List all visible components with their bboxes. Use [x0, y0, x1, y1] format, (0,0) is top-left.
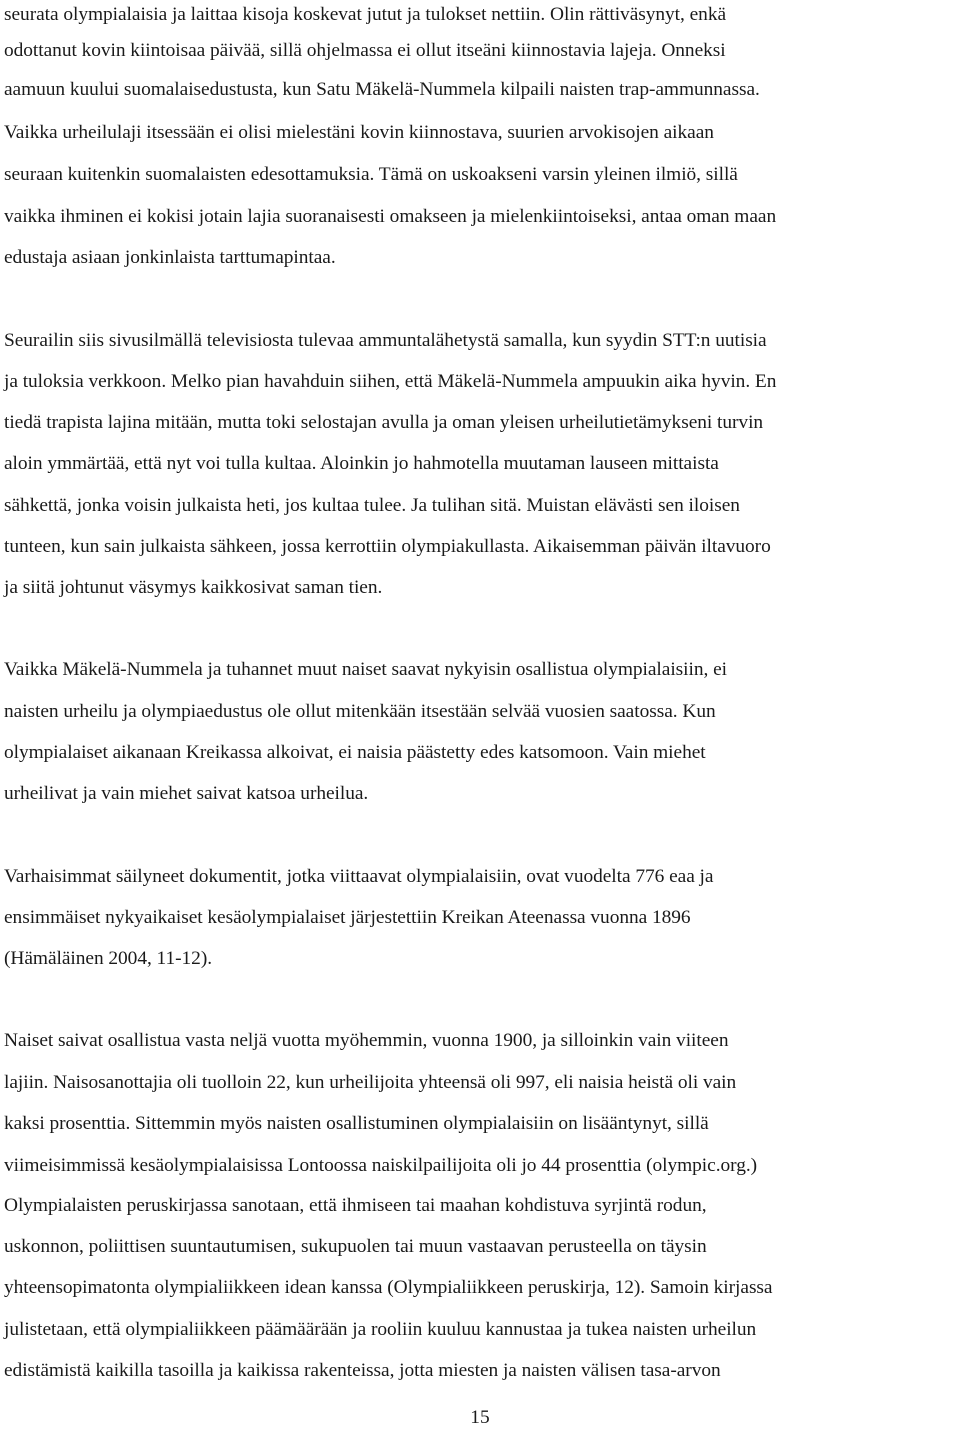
text-line: yhteensopimatonta olympialiikkeen idean kanssa (Olympialiikkeen peruskirja, 12). Samoin kirjassa: [4, 1277, 773, 1298]
text-line: tunteen, kun sain julkaista sähkeen, jossa kerrottiin olympiakullasta. Aikaisemman päivän iltavuoro: [4, 536, 771, 557]
text-line: lajiin. Naisosanottajia oli tuolloin 22, kun urheilijoita yhteensä oli 997, eli naisia heistä oli vain: [4, 1072, 737, 1093]
text-line: tiedä trapista lajina mitään, mutta toki selostajan avulla ja oman yleisen urheilutietämykseni turvin: [4, 412, 764, 433]
text-line: sähkettä, jonka voisin julkaista heti, jos kultaa tulee. Ja tulihan sitä. Muistan elävästi sen iloisen: [4, 495, 740, 516]
text-line: Varhaisimmat säilyneet dokumentit, jotka viittaavat olympialaisiin, ovat vuodelta 776 eaa ja: [4, 866, 714, 887]
text-line: ensimmäiset nykyaikaiset kesäolympialaiset järjestettiin Kreikan Ateenassa vuonna 1896: [4, 907, 691, 928]
text-line: olympialaiset aikanaan Kreikassa alkoivat, ei naisia päästetty edes katsomoon. Vain miehet: [4, 742, 706, 763]
page-number: 15: [470, 1407, 490, 1428]
text-line: seurata olympialaisia ja laittaa kisoja koskevat jutut ja tulokset nettiin. Olin rättiväsynyt, enkä: [4, 4, 727, 25]
text-line: aloin ymmärtää, että nyt voi tulla kultaa. Aloinkin jo hahmotella muutaman lauseen mittaista: [4, 453, 719, 474]
text-line: ja siitä johtunut väsymys kaikkosivat saman tien.: [4, 577, 383, 598]
text-line: kaksi prosenttia. Sittemmin myös naisten osallistuminen olympialaisiin on lisääntynyt, sillä: [4, 1113, 709, 1134]
text-line: ja tuloksia verkkoon. Melko pian havahduin siihen, että Mäkelä-Nummela ampuukin aika hyvin. En: [4, 371, 777, 392]
text-line: Vaikka urheilulaji itsessään ei olisi mielestäni kovin kiinnostava, suurien arvokisojen aikaan: [4, 122, 714, 143]
text-line: vaikka ihminen ei kokisi jotain lajia suoranaisesti omakseen ja mielenkiintoiseksi, antaa oman maan: [4, 206, 777, 227]
text-line: naisten urheilu ja olympiaedustus ole ollut mitenkään itsestään selvää vuosien saatossa. Kun: [4, 701, 716, 722]
text-line: uskonnon, poliittisen suuntautumisen, sukupuolen tai muun vastaavan perusteella on täysin: [4, 1236, 707, 1257]
text-line: edistämistä kaikilla tasoilla ja kaikissa rakenteissa, jotta miesten ja naisten välisen tasa-arvon: [4, 1360, 721, 1381]
text-line: aamuun kuului suomalaisedustusta, kun Satu Mäkelä-Nummela kilpaili naisten trap-ammunnassa.: [4, 79, 760, 100]
text-line: (Hämäläinen 2004, 11-12).: [4, 948, 213, 969]
text-line: odottanut kovin kiintoisaa päivää, sillä ohjelmassa ei ollut itseäni kiinnostavia lajeja. Onneksi: [4, 40, 726, 61]
text-line: urheilivat ja vain miehet saivat katsoa urheilua.: [4, 783, 369, 804]
text-line: Naiset saivat osallistua vasta neljä vuotta myöhemmin, vuonna 1900, ja silloinkin vain viiteen: [4, 1030, 729, 1051]
text-line: seuraan kuitenkin suomalaisten edesottamuksia. Tämä on uskoakseni varsin yleinen ilmiö, sillä: [4, 164, 738, 185]
text-line: edustaja asiaan jonkinlaista tarttumapintaa.: [4, 247, 336, 268]
text-line: Olympialaisten peruskirjassa sanotaan, että ihmiseen tai maahan kohdistuva syrjintä rodun,: [4, 1195, 707, 1216]
text-line: viimeisimmissä kesäolympialaisissa Lontoossa naiskilpailijoita oli jo 44 prosenttia (olympic.org.): [4, 1155, 758, 1176]
text-line: Vaikka Mäkelä-Nummela ja tuhannet muut naiset saavat nykyisin osallistua olympialaisiin, ei: [4, 659, 727, 680]
text-line: Seurailin siis sivusilmällä televisiosta tulevaa ammuntalähetystä samalla, kun syydin STT:n uutisia: [4, 330, 767, 351]
text-line: julistetaan, että olympialiikkeen päämäärään ja rooliin kuuluu kannustaa ja tukea naisten urheilun: [4, 1319, 757, 1340]
